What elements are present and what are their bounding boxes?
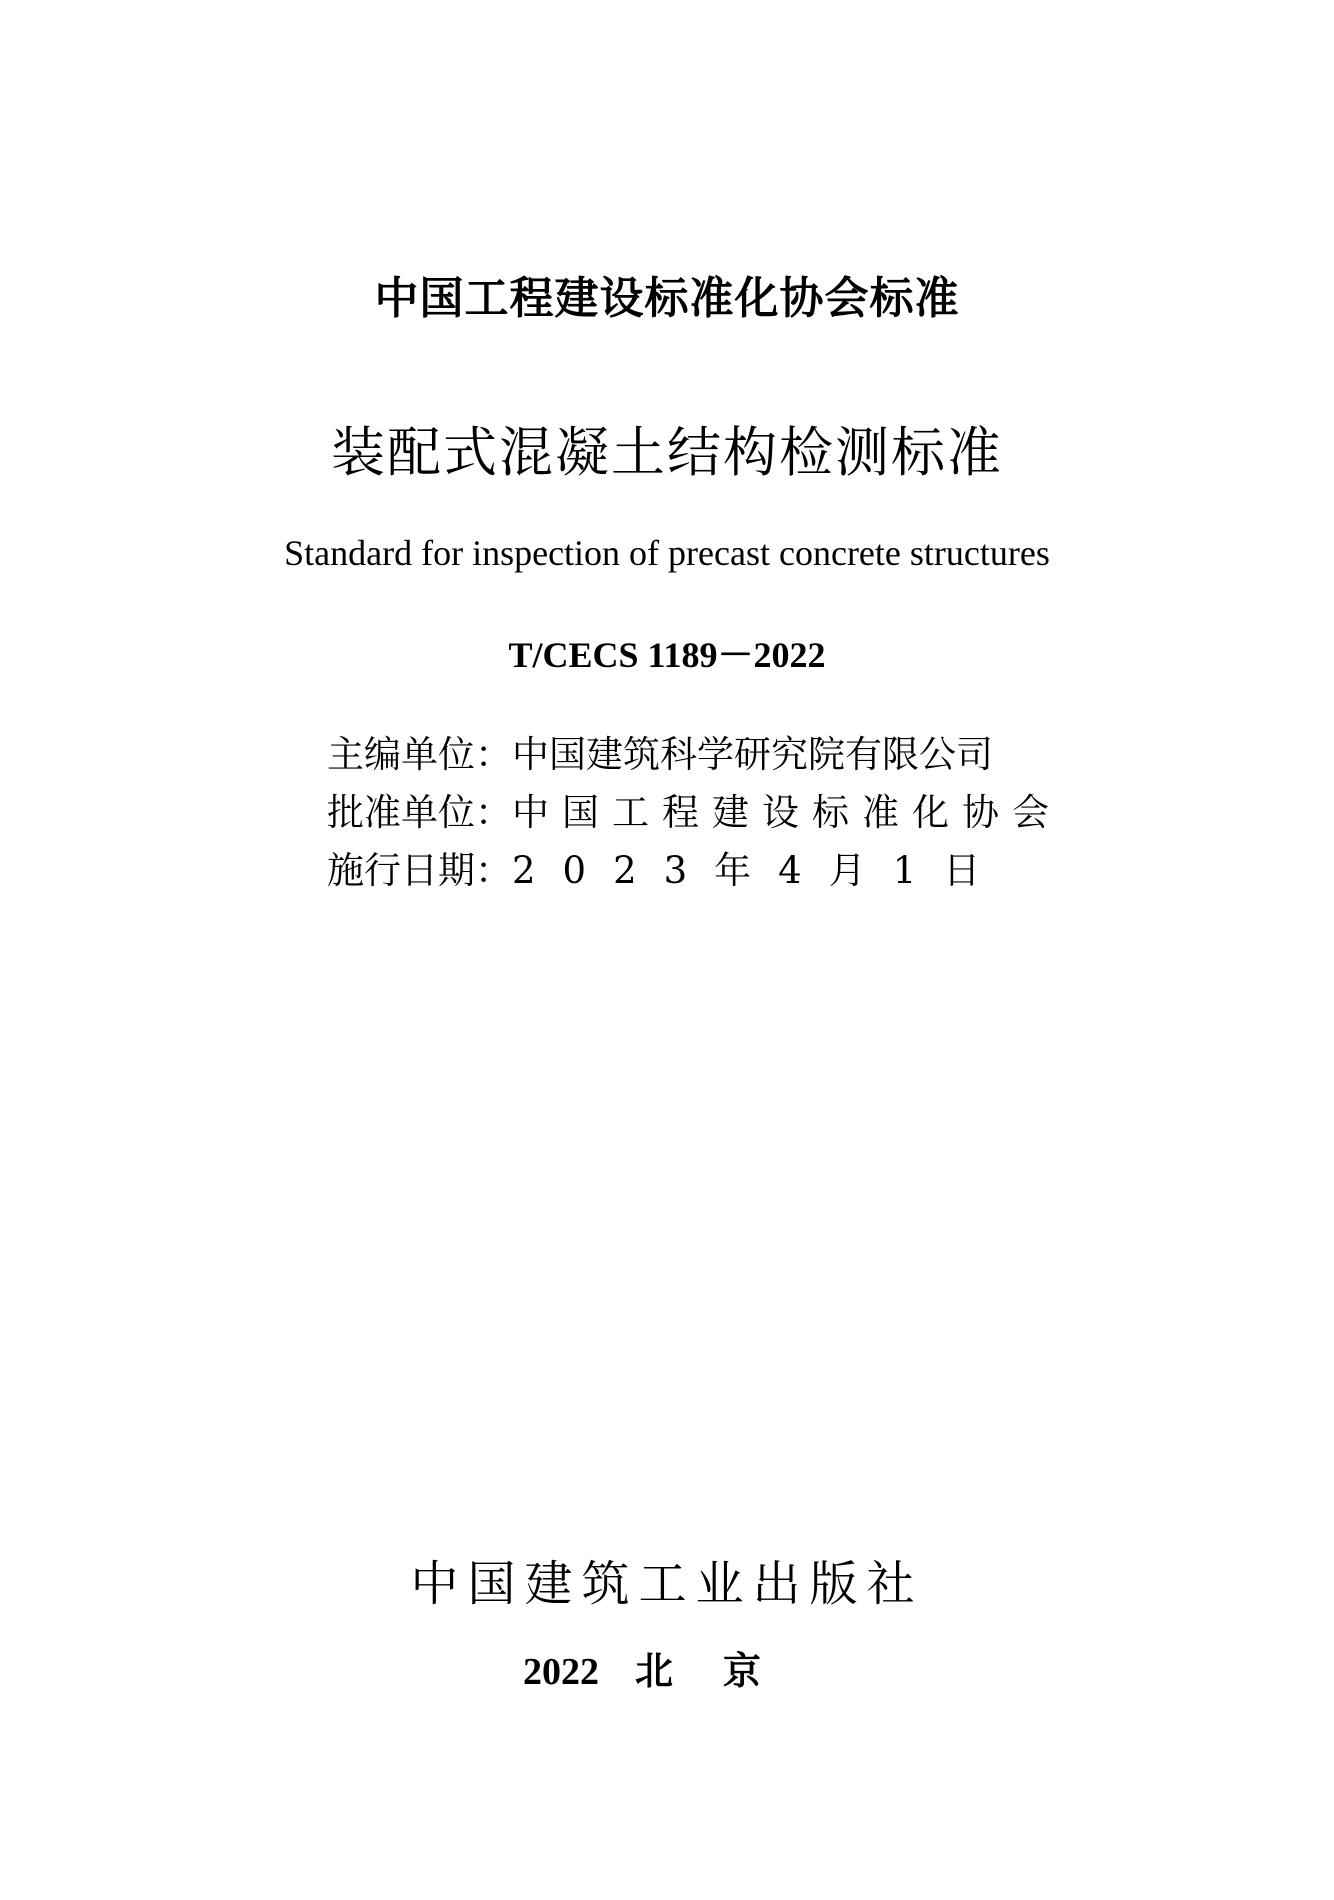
standard-title-cn: 装配式混凝土结构检测标准 [331,421,1003,484]
publication-city: 北京 [634,1651,811,1693]
standard-code: T/CECS 1189－2022 [508,635,826,675]
standard-title-en: Standard for inspection of precast concrete structures [284,533,1050,573]
effective-date-row [327,840,1007,894]
approver-unit-label: 批准单位： [327,791,512,834]
publication-year: 2022 [522,1651,599,1693]
editor-unit-row [327,724,993,778]
association-standard-heading: 中国工程建设标准化协会标准 [374,273,960,324]
editor-unit-label: 主编单位： [327,733,512,776]
effective-date-label: 施行日期： [327,849,512,892]
publication-place [0,1640,1334,1695]
approver-unit-value: 中国工程建设标准化协会 [512,791,1062,834]
approver-unit-row [327,782,1062,836]
publisher-name: 中国建筑工业出版社 [410,1556,924,1612]
editor-unit-value: 中国建筑科学研究院有限公司 [512,733,993,776]
effective-date-value: 2023年4月1日 [512,849,1008,892]
